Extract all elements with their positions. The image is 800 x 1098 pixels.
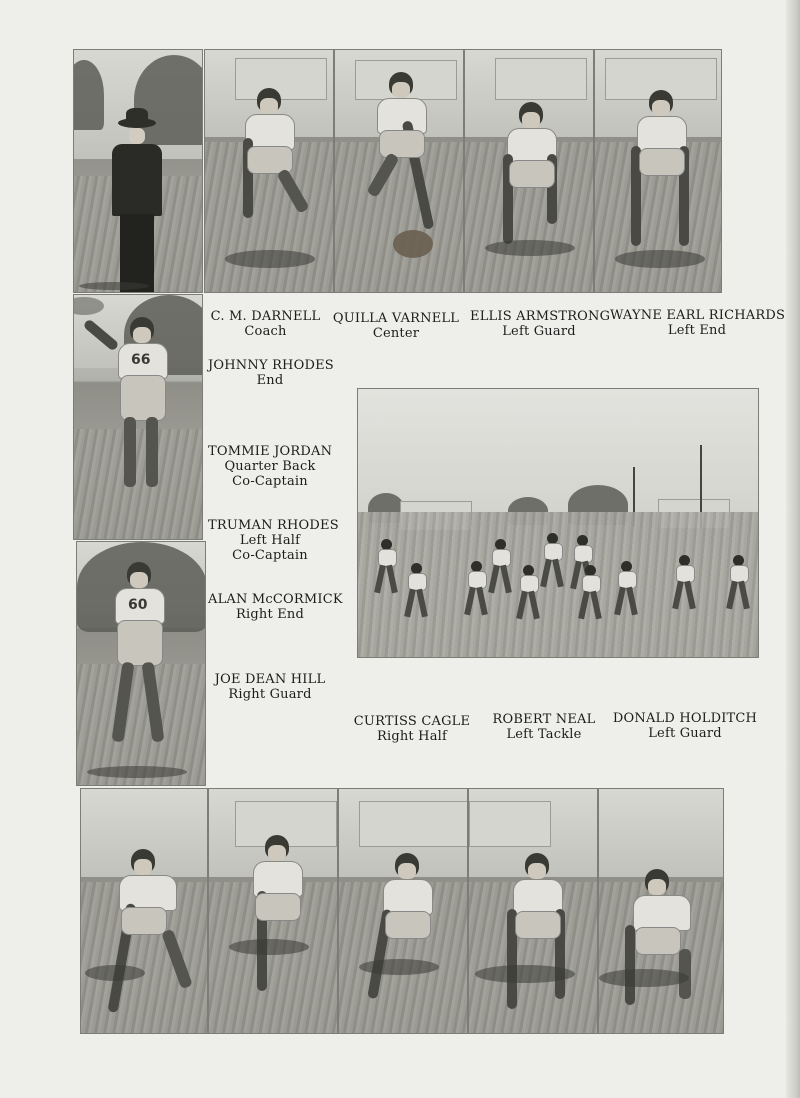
caption-position: Right End [236,607,304,622]
caption-robert-neal [484,712,604,742]
caption-position: Right Half [376,729,448,744]
caption-name: ROBERT NEAL [492,712,596,727]
caption-position: Left End [667,323,727,338]
caption-position: Left Guard [502,324,576,339]
caption-name: CURTISS CAGLE [353,714,471,729]
caption-darnell [208,309,323,339]
caption-name: QUILLA VARNELL [332,311,460,326]
caption-name: C. M. DARNELL [210,309,321,324]
caption-position: Left Half [239,533,301,548]
caption-name: ALAN McCORMICK [208,592,343,607]
caption-joe-dean-hill [208,672,332,702]
caption-position: Left Tackle [506,727,582,742]
photo-player-armstrong [334,49,464,293]
caption-title: Co-Captain [232,548,308,563]
page-spine-edge [786,0,800,1098]
caption-richards [610,308,784,338]
photo-team-line [357,388,759,658]
caption-position: Quarter Back [224,459,316,474]
caption-name: WAYNE EARL RICHARDS [610,308,786,323]
caption-varnell [330,311,462,341]
photo-player-bottom-4 [468,788,598,1034]
photo-player-bottom-5 [598,788,724,1034]
photo-coach-darnell [73,49,203,293]
photo-player-bottom-2 [208,788,338,1034]
caption-position: End [256,373,284,388]
caption-alan-mccormick [208,592,343,622]
caption-armstrong [470,309,611,339]
caption-position: Right Guard [228,687,312,702]
caption-donald-holditch [610,711,760,741]
photo-player-bottom-3 [338,788,468,1034]
caption-position: Left Guard [648,726,722,741]
photo-player-varnell [204,49,334,293]
photo-player-richards [464,49,594,293]
jersey-number: 66 [131,352,151,368]
photo-player-66-passing [73,294,203,540]
caption-name: TRUMAN RHODES [208,518,339,533]
caption-curtiss-cagle [350,714,474,744]
caption-name: TOMMIE JORDAN [208,444,333,459]
jersey-number: 60 [128,597,148,613]
caption-position: Coach [244,324,287,339]
caption-position: Center [372,326,420,341]
caption-johnny-rhodes [208,358,332,388]
photo-player-60-holding-ball [76,541,206,786]
photo-player-top-right [594,49,722,293]
caption-title: Co-Captain [232,474,308,489]
caption-name: JOE DEAN HILL [214,672,326,687]
caption-tommie-jordan [208,444,332,489]
photo-player-bottom-1 [80,788,208,1034]
caption-name: ELLIS ARMSTRONG [470,309,611,324]
caption-name: JOHNNY RHODES [208,358,334,373]
caption-truman-rhodes [208,518,339,563]
caption-name: DONALD HOLDITCH [612,711,758,726]
